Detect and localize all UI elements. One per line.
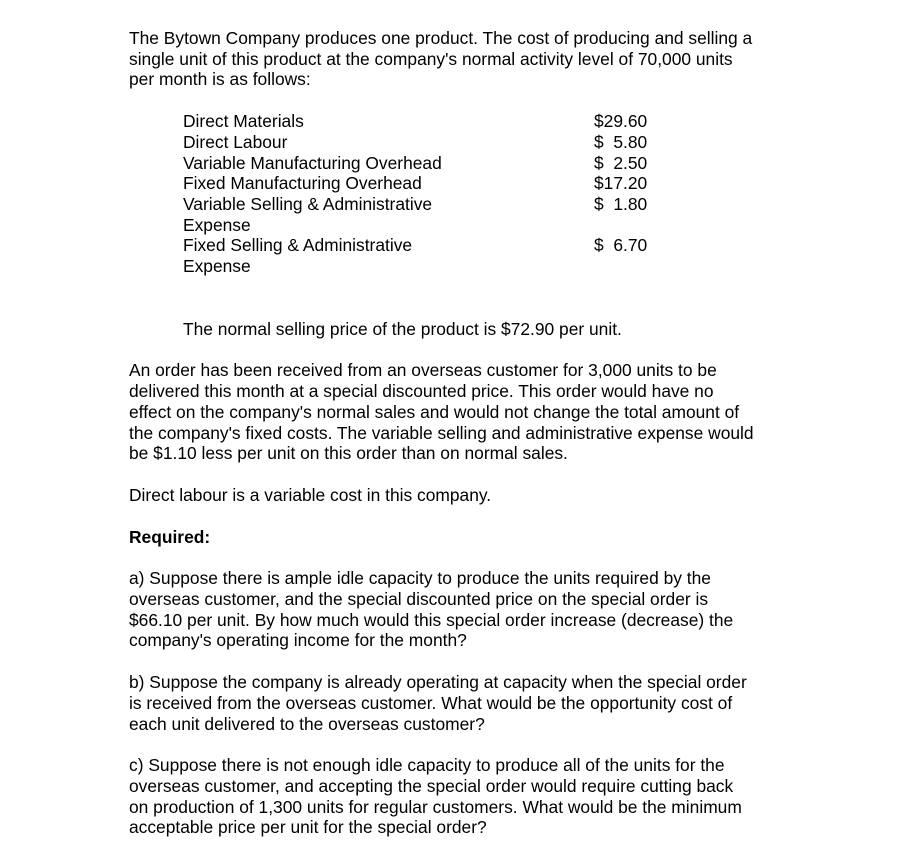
cost-value: $29.60 [594,111,648,132]
document-page [129,28,789,838]
cost-value: $ 1.80 [594,193,648,214]
cost-value: $ 6.70 [594,235,648,256]
cost-row [183,153,663,174]
cost-label: Direct Labour [183,131,288,152]
cost-label: Fixed Manufacturing Overhead [183,173,422,194]
question-a: a) Suppose there is ample idle capacity to produce the units required by the overseas customer, and the special discounted price on the special order is $66.10 per unit. By how much would this special order increase (decrease) the company's operating income for the month? [129,568,734,651]
order-paragraph: An order has been received from an overseas customer for 3,000 units to be delivered this month at a special discounted price. This order would have no effect on the company's normal sales and would not change the total amount of the company's fixed costs. The variable selling and administrative expense would be $1.10 less per unit on this order than on normal sales. [129,360,754,464]
cost-row [183,111,663,132]
cost-label: Direct Materials [183,111,304,132]
cost-row [183,132,663,153]
cost-label: Variable Manufacturing Overhead [183,152,442,173]
cost-row [183,173,663,194]
cost-value: $ 5.80 [594,131,648,152]
cost-value: $17.20 [594,173,648,194]
required-heading: Required: [129,526,211,547]
cost-row [183,235,663,276]
cost-row [183,194,663,235]
intro-paragraph: The Bytown Company produces one product. The cost of producing and selling a single unit of this product at the company's normal activity level of 70,000 units per month is as follows: [129,28,753,90]
cost-value: $ 2.50 [594,152,648,173]
question-c: c) Suppose there is not enough idle capacity to produce all of the units for the overseas customer, and accepting the special order would require cutting back on production of 1,300 units for regular customers. What would be the minimum acceptable price per unit for the special order? [129,755,742,838]
selling-price-line: The normal selling price of the product is $72.90 per unit. [183,318,622,339]
labour-paragraph: Direct labour is a variable cost in this company. [129,484,492,505]
cost-label: Fixed Selling & Administrative Expense [183,235,413,277]
cost-label: Variable Selling & Administrative Expense [183,193,433,235]
cost-table [183,111,663,277]
question-b: b) Suppose the company is already operating at capacity when the special order is received from the overseas customer. What would be the opportunity cost of each unit delivered to the overseas customer? [129,672,747,734]
